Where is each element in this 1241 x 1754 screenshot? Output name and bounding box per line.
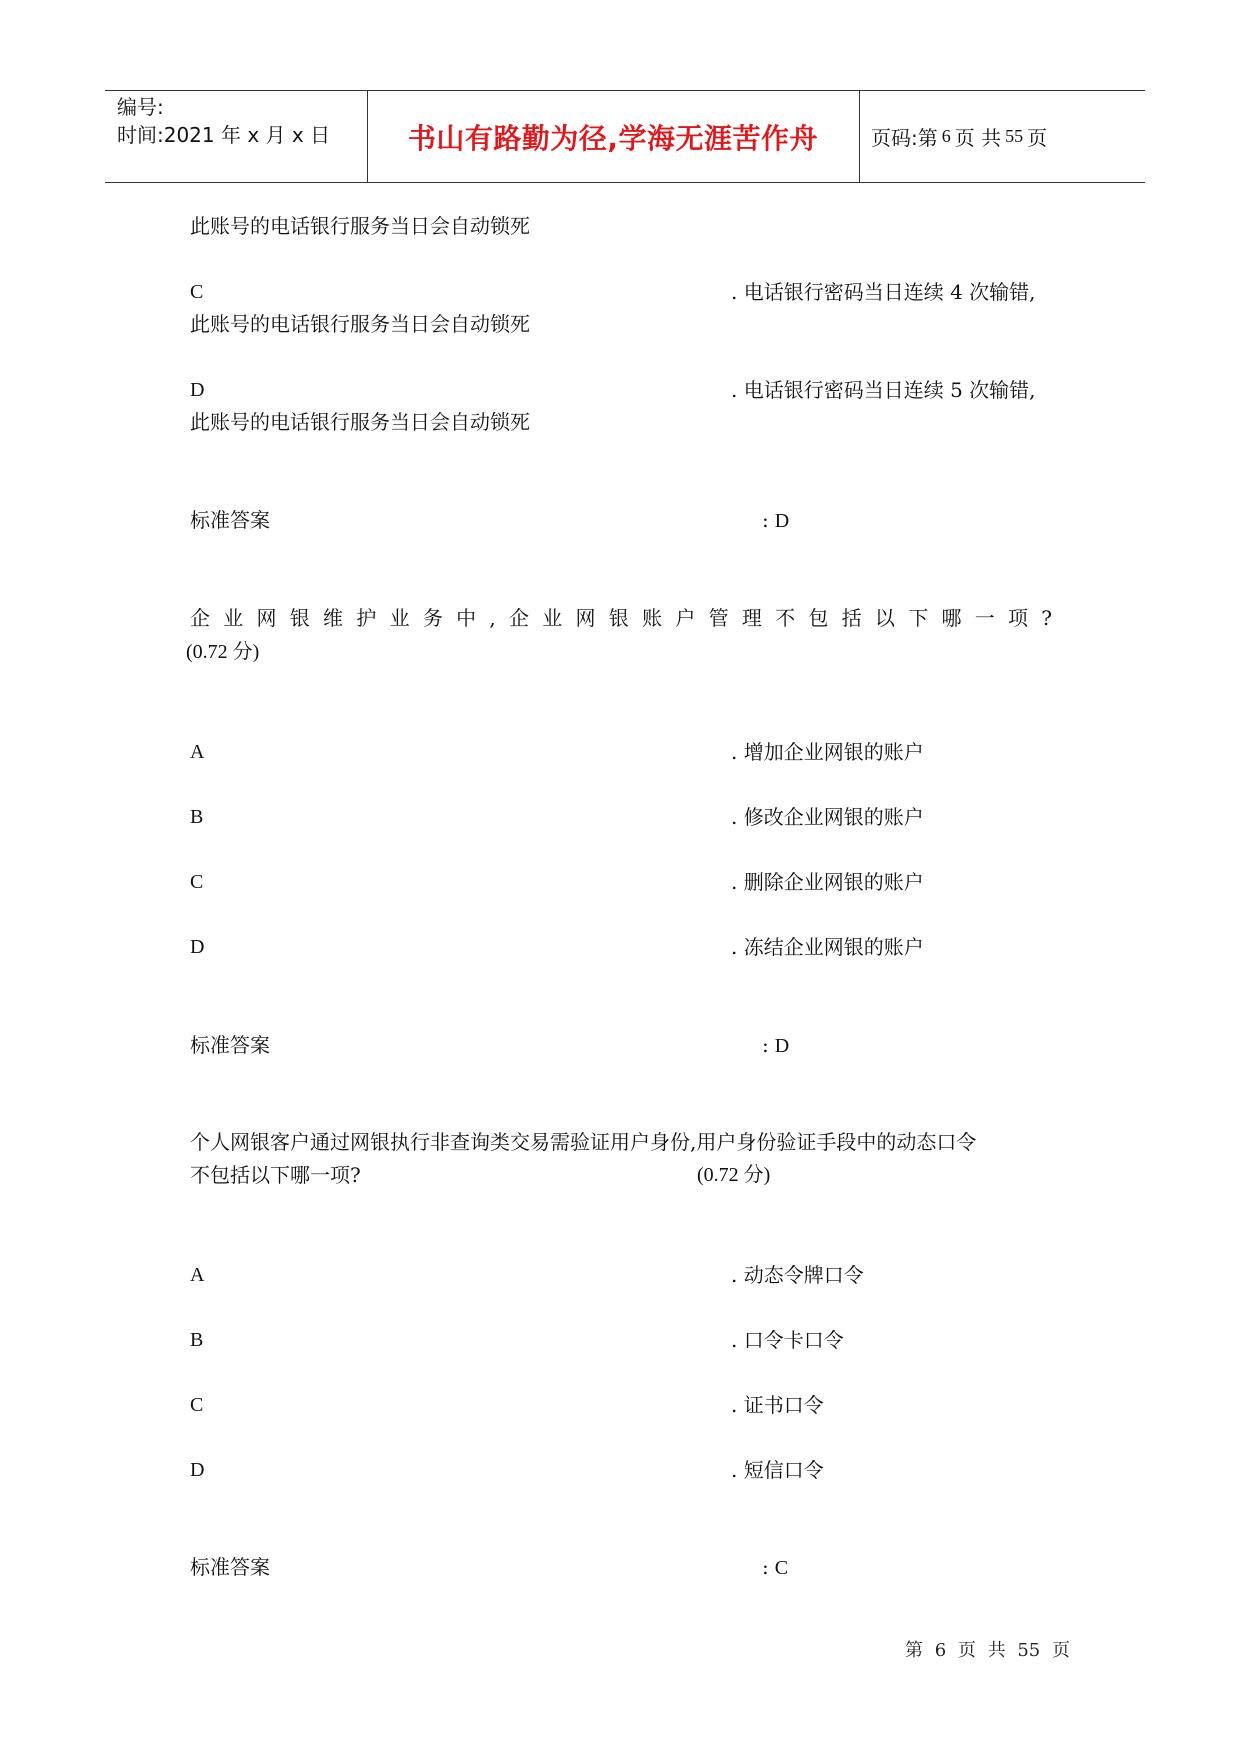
option-letter: A [190,1264,205,1286]
answer-letter: D [774,1035,790,1057]
header-divider [859,91,860,182]
option-text: . 电话银行密码当日连续 4 次输错, [731,280,1036,304]
header-motto: 书山有路勤为径,学海无涯苦作舟 [407,121,819,155]
page-header [105,90,1145,183]
page-current: 6 [941,126,951,146]
answer-label: 标准答案 [190,508,270,532]
option-continuation: 此账号的电话银行服务当日会自动锁死 [190,410,530,434]
option-text: . 短信口令 [731,1458,824,1482]
option-text: . 冻结企业网银的账户 [731,935,924,959]
option-letter: C [190,281,204,303]
option-text: . 增加企业网银的账户 [731,740,924,764]
answer-colon: : [762,1555,769,1579]
answer-label: 标准答案 [190,1033,270,1057]
option-letter: B [190,806,204,828]
question-score: (0.72 分) [697,1164,771,1186]
time-label: 时间:2021 年 x 月 x 日 [117,123,331,147]
page-prefix: 页码:第 [871,126,938,150]
header-meta [117,93,330,149]
page-total: 55 [1005,126,1024,146]
answer-letter: D [774,510,790,532]
option-text: . 电话银行密码当日连续 5 次输错, [731,378,1036,402]
option-continuation: 此账号的电话银行服务当日会自动锁死 [190,312,530,336]
option-letter: B [190,1329,204,1351]
answer-colon: : [762,1033,769,1057]
option-letter: D [190,936,205,958]
page-footer: 第 6 页 共 55 页 [905,1640,1070,1661]
page-suffix: 页 [1027,126,1048,150]
option-text: . 证书口令 [731,1393,824,1417]
question-text-line2: 不包括以下哪一项? [190,1163,361,1187]
option-text: . 动态令牌口令 [731,1263,864,1287]
question-text: 个人网银客户通过网银执行非查询类交易需验证用户身份,用户身份验证手段中的动态口令 [190,1130,977,1154]
answer-label: 标准答案 [190,1555,270,1579]
header-page-number [871,91,1047,182]
answer-value [762,1555,788,1580]
question-score: (0.72 分) [186,641,260,663]
answer-colon: : [762,508,769,532]
option-letter: D [190,1459,205,1481]
option-letter: C [190,871,204,893]
serial-label: 编号: [117,95,164,119]
answer-value [762,1033,789,1058]
question-text: 企业网银维护业务中,企业网银账户管理不包括以下哪一项? [190,606,1052,630]
answer-letter: C [774,1557,789,1579]
answer-value [762,508,789,533]
option-letter: A [190,741,205,763]
option-text: . 删除企业网银的账户 [731,870,924,894]
option-letter: C [190,1394,204,1416]
option-letter: D [190,379,205,401]
option-text: . 口令卡口令 [731,1328,844,1352]
carryover-line: 此账号的电话银行服务当日会自动锁死 [190,214,530,238]
page-mid: 页 共 [954,126,1002,150]
option-text: . 修改企业网银的账户 [731,805,924,829]
